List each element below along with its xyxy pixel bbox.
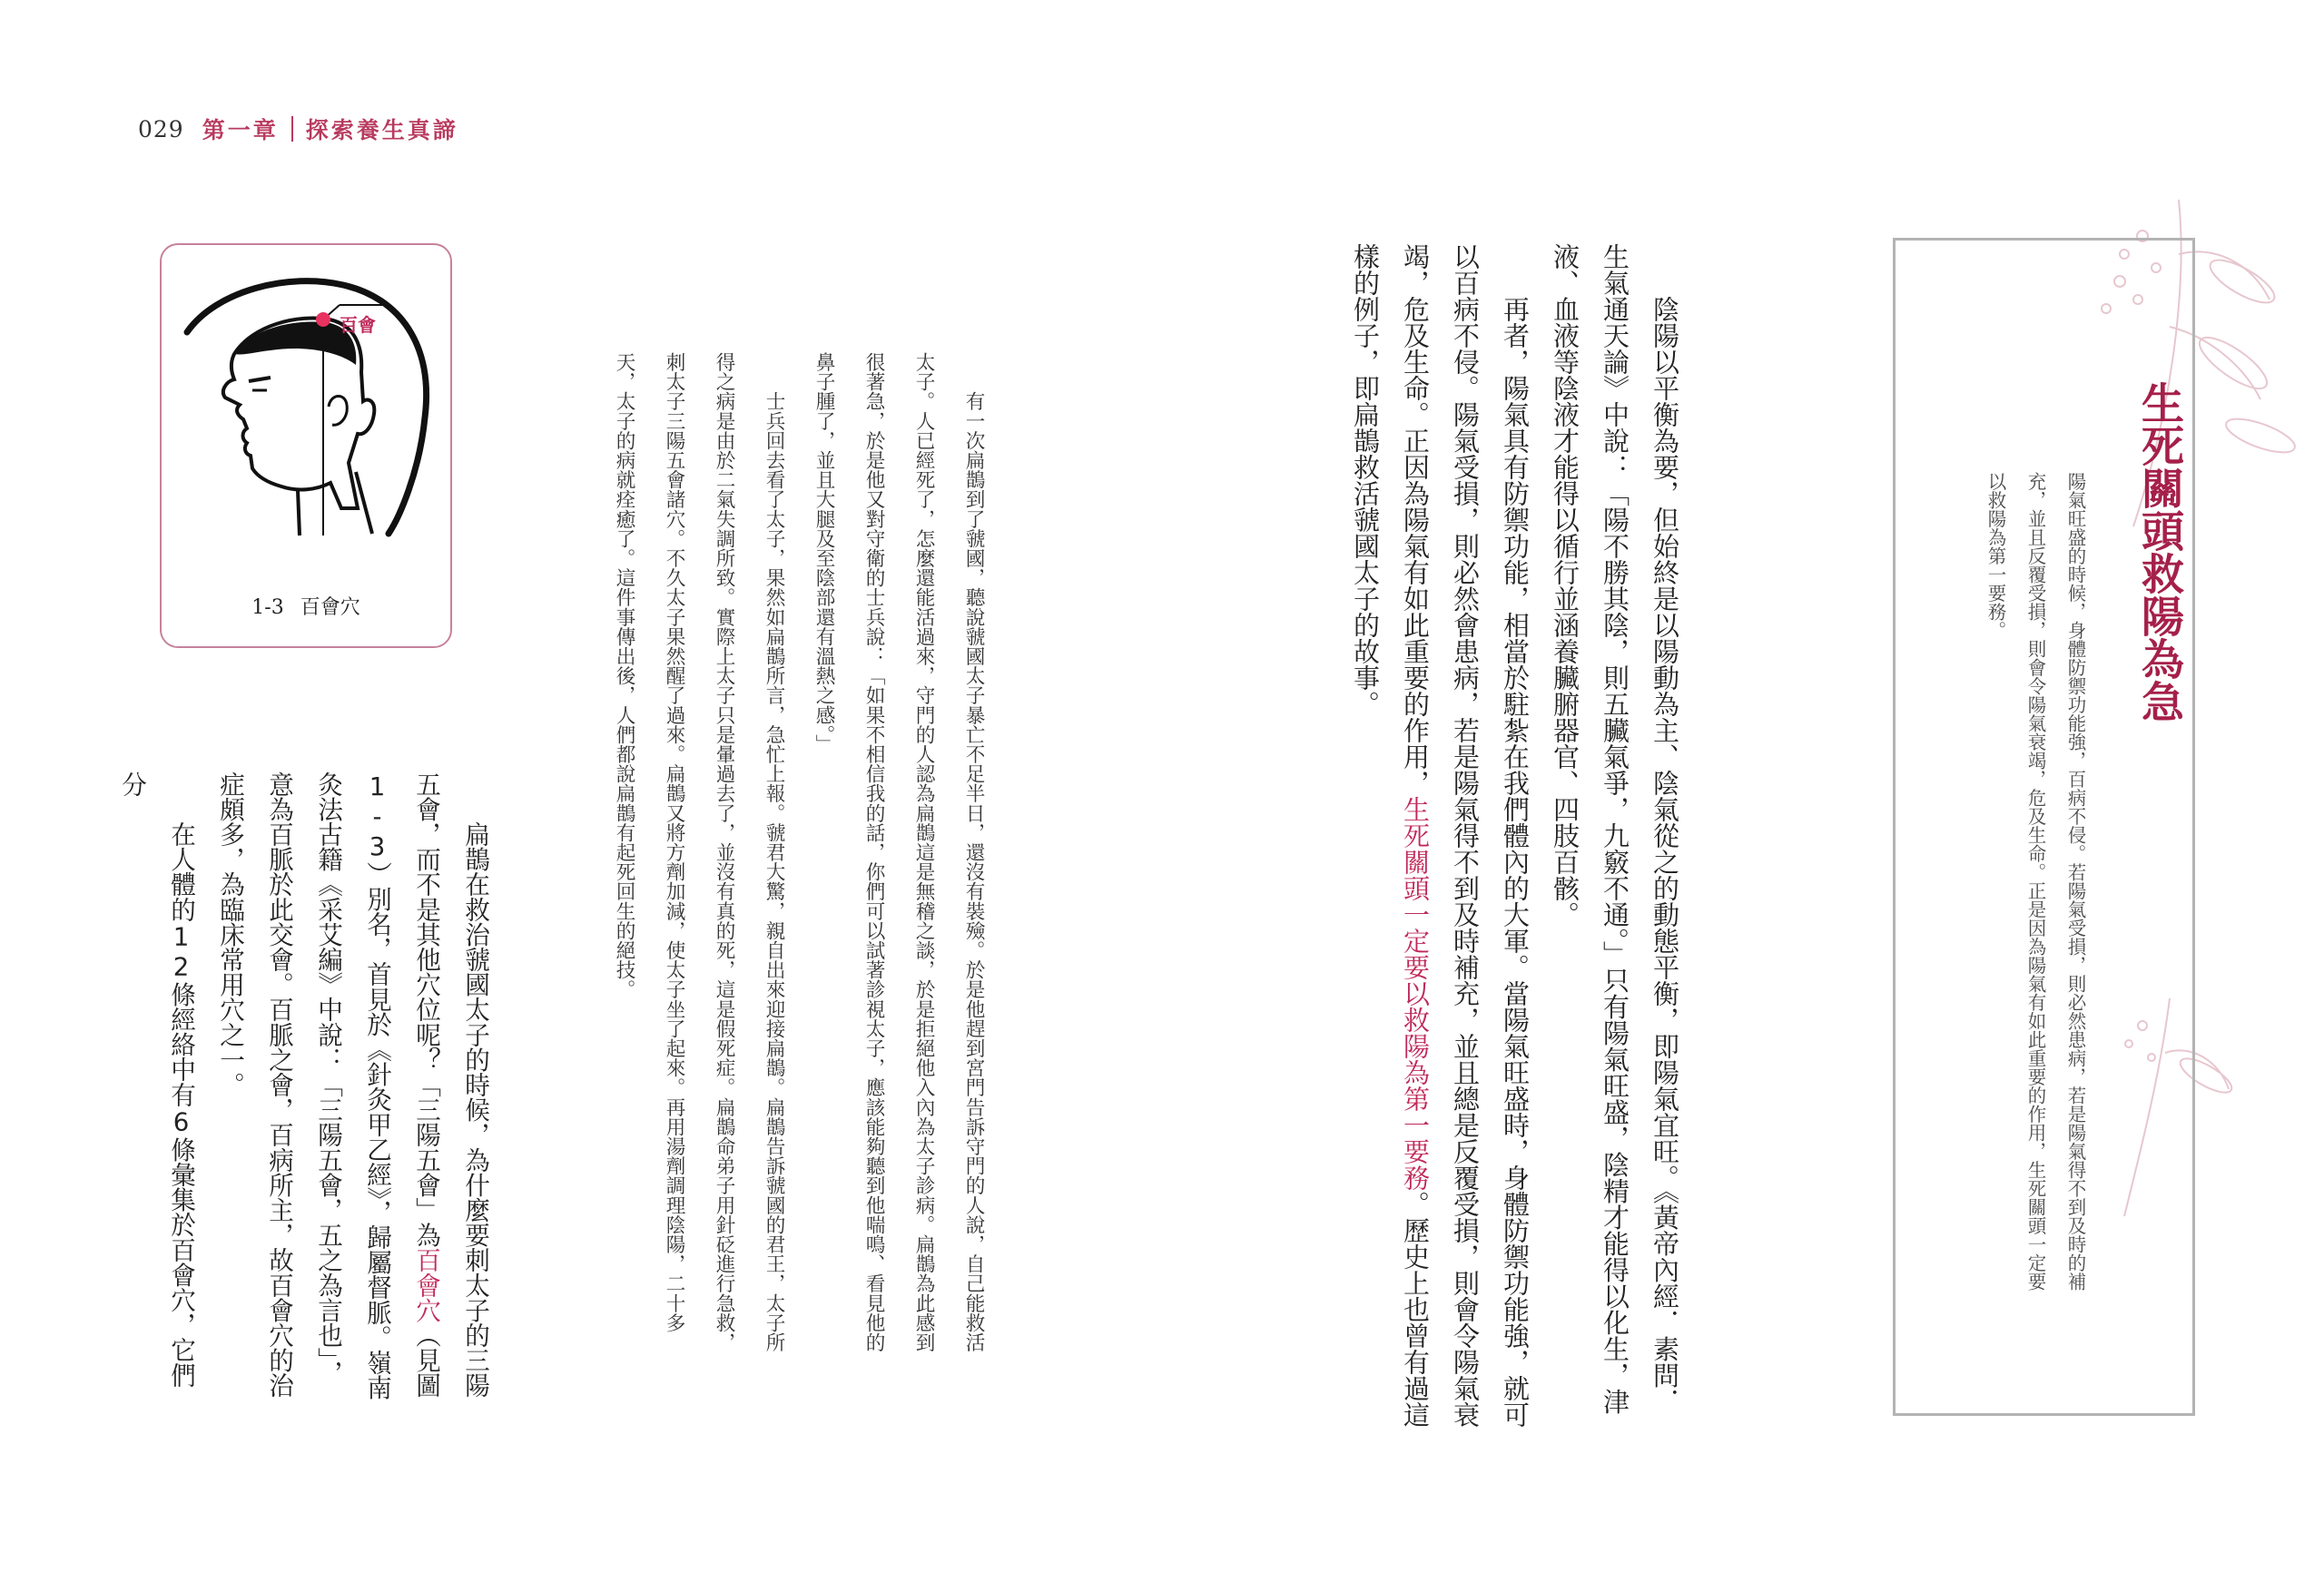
figure-number: 1-3 (251, 596, 284, 619)
page-number: 029 (138, 115, 184, 142)
main-text-block (1350, 243, 1689, 1438)
sidebar-body: 陽氣旺盛的時候，身體防禦功能強，百病不侵。若陽氣受損，則必然患病，若是陽氣得不到及時的補充，並且反覆受損，則會令陽氣衰竭，危及生命。正是因為陽氣有如此重要的作用，生死關頭一定要以救陽為第一要務。 (1984, 472, 2086, 1291)
chapter-label: 第一章 (202, 117, 279, 143)
baihui-paragraph-1: 扁鵲在救治虢國太子的時候，為什麼要刺太子的三陽五會，而不是其他穴位呢？「三陽五會」為百會穴（見圖1-3）別名，首見於《針灸甲乙經》，歸屬督脈。嶺南灸法古籍《采艾編》中說：「三陽五會，五之為言也」，意為百脈於此交會。百脈之會，百病所主，故百會穴的治症頗多，為臨床常用穴之一。 (215, 771, 490, 1400)
baihui-point (316, 312, 330, 327)
head-profile-illustration (162, 245, 450, 646)
baihui-term: 百會穴 (411, 1247, 441, 1323)
chapter-title: 探索養生真諦 (305, 117, 458, 143)
header-divider (291, 116, 293, 142)
baihui-explanation-block (117, 771, 499, 1407)
main-paragraph-1: 陰陽以平衡為要，但始終是以陽動為主、陰氣從之的動態平衡，即陽氣宜旺。《黃帝內經．素問．生氣通天論》中說：「陽不勝其陰，則五臟氣爭，九竅不通。」只有陽氣旺盛，陰精才能得以化生，津液、血液等陰液才能得以循行並涵養臟腑器官、四肢百骸。 (1550, 243, 1680, 1415)
story-text-block (527, 352, 999, 1369)
key-point-highlight: 生死關頭一定要以救陽為第一要務 (1400, 796, 1431, 1191)
story-paragraph-2: 士兵回去看了太子，果然如扁鵲所言，急忙上報。虢君大驚，親自出來迎接扁鵲。扁鵲告訴虢國的君王，太子所得之病是由於二氣失調所致。實際上太子只是暈過去了，並沒有真的死，這是假死症。扁鵲命弟子用針砭進行急救，刺太子三陽五會諸穴。不久太子果然醒了過來。扁鵲又將方劑加減，使太子坐了起來。再用湯劑調理陰陽，二十多天，太子的病就痊癒了。這件事傳出後，人們都說扁鵲有起死回生的絕技。 (613, 352, 785, 1352)
main-paragraph-2: 再者，陽氣具有防禦功能，相當於駐紮在我們體內的大軍。當陽氣旺盛時，身體防禦功能強，就可以百病不侵。陽氣受損，則必然會患病，若是陽氣得不到及時補充，並且總是反覆受損，則會令陽氣衰竭，危及生命。正因為陽氣有如此重要的作用，生死關頭一定要以救陽為第一要務。歷史上也曾有過這樣的例子，即扁鵲救活虢國太子的故事。 (1350, 243, 1531, 1428)
story-paragraph-1: 有一次扁鵲到了虢國，聽說虢國太子暴亡不足半日，還沒有裝殮。於是他趕到宮門告訴守門的人說，自己能救活太子。人已經死了，怎麼還能活過來，守門的人認為扁鵲這是無稽之談，於是拒絕他入內為太子診病。扁鵲為此感到很著急，於是他又對守衛的士兵說：「如果不相信我的話，你們可以試著診視太子，應該能夠聽到他喘鳴、看見他的鼻子腫了，並且大腿及至陰部還有溫熱之感。」 (812, 352, 985, 1352)
sidebar-title: 生死關頭救陽為急 (2134, 381, 2184, 722)
page-header (138, 113, 458, 145)
figure-caption (162, 592, 450, 620)
figure-caption-text: 百會穴 (300, 596, 360, 619)
acupoint-label: 百會 (340, 314, 376, 336)
baihui-paragraph-2: 在人體的12條經絡中有6條彙集於百會穴，它們分 (117, 771, 196, 1388)
acupoint-figure (160, 243, 452, 648)
